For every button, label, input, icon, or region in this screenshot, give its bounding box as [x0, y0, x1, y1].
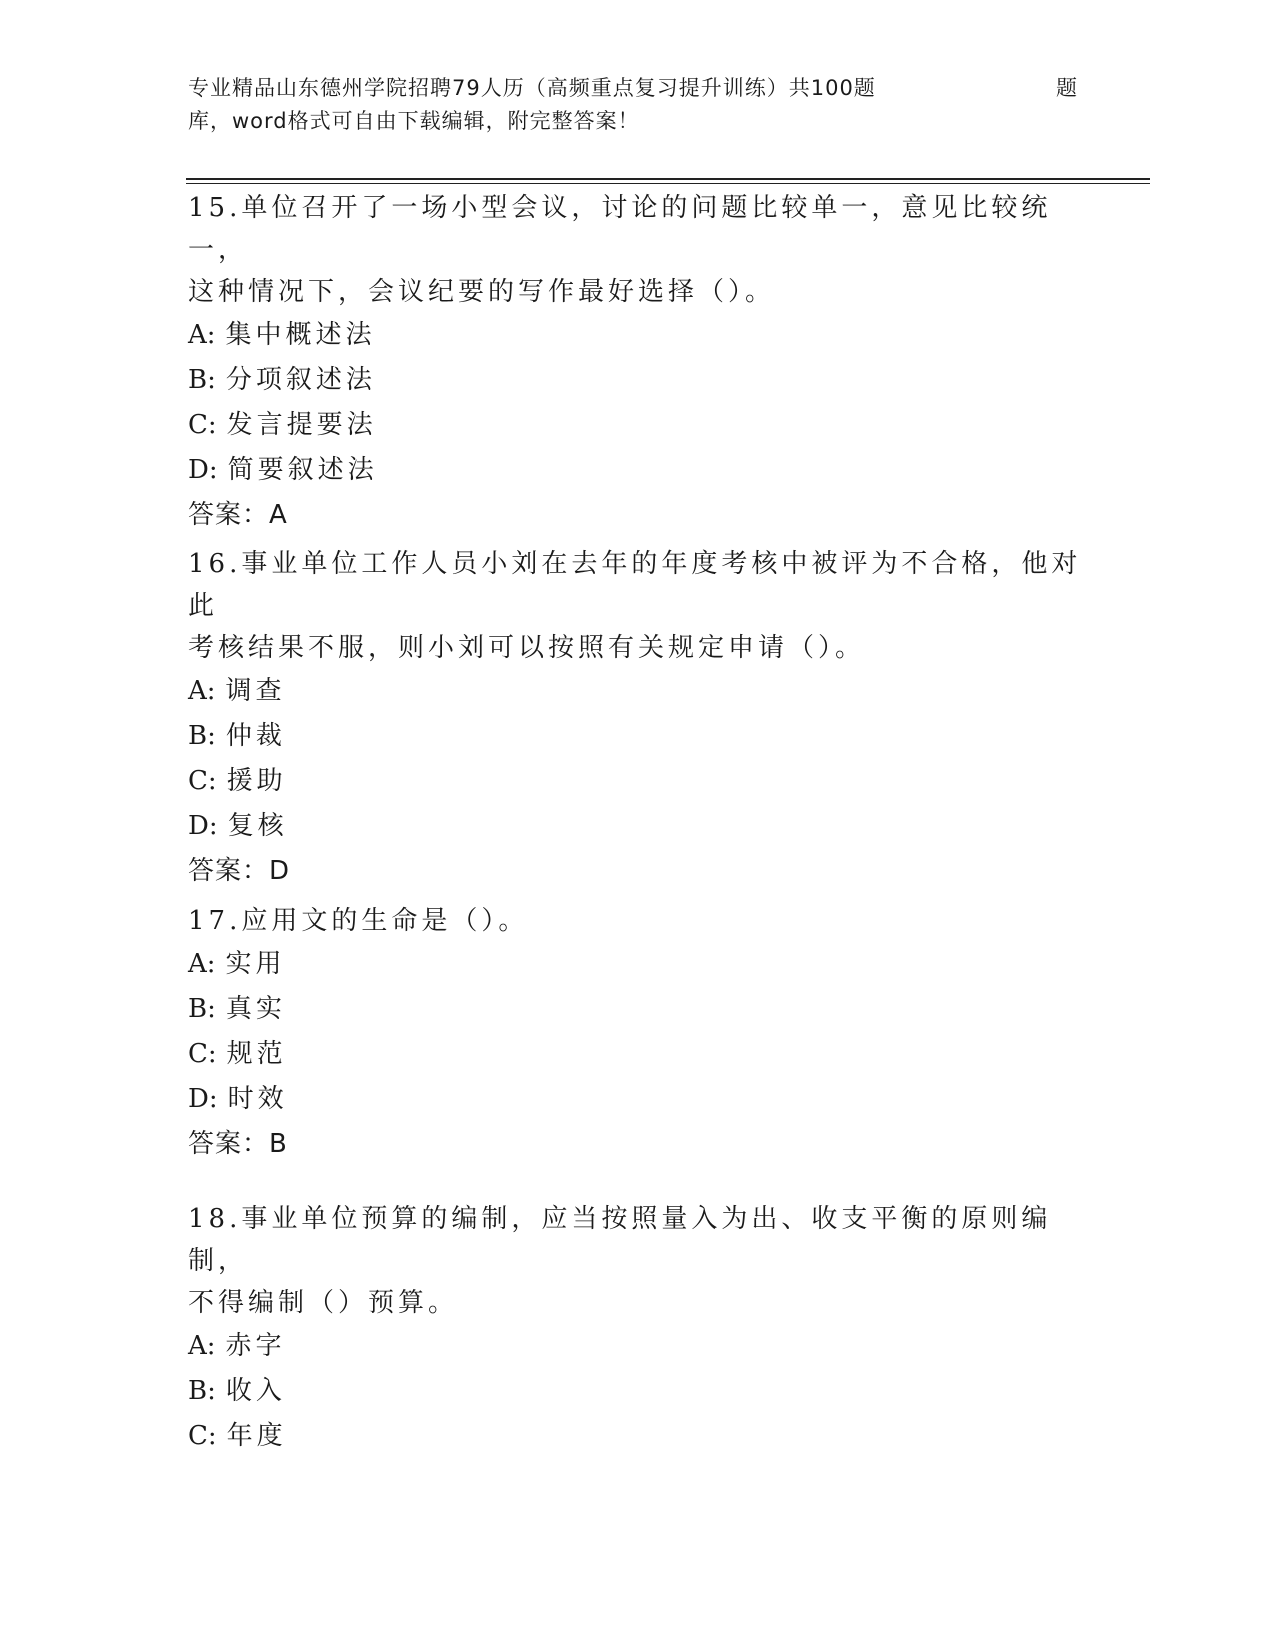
- question-stem-line: 不得编制（）预算。: [188, 1288, 459, 1318]
- header-title: 专业精品山东德州学院招聘79人历（高频重点复习提升训练）共100题: [188, 76, 876, 100]
- option-text: 规范: [226, 1039, 287, 1069]
- option-letter: A:: [188, 676, 216, 706]
- option-b: [188, 1369, 1088, 1414]
- question-stem-line: 16.事业单位工作人员小刘在去年的年度考核中被评为不合格，他对此: [188, 549, 1082, 621]
- option-letter: C:: [188, 410, 217, 440]
- option-text: 时效: [227, 1084, 288, 1114]
- option-text: 集中概述法: [225, 320, 376, 350]
- option-text: 真实: [225, 994, 286, 1024]
- option-b: [188, 987, 1088, 1032]
- option-b: [188, 358, 1088, 403]
- question-stem-line: 18.事业单位预算的编制，应当按照量入为出、收支平衡的原则编制，: [188, 1204, 1052, 1276]
- option-text: 收入: [225, 1376, 286, 1406]
- option-c: [188, 1032, 1088, 1077]
- option-letter: B:: [188, 721, 216, 751]
- option-letter: B:: [188, 365, 216, 395]
- option-letter: D:: [188, 455, 218, 485]
- option-a: [188, 1324, 1088, 1369]
- question-stem-line: 考核结果不服，则小刘可以按照有关规定申请（）。: [188, 633, 866, 663]
- option-text: 援助: [226, 766, 287, 796]
- option-d: [188, 804, 1088, 849]
- option-letter: A:: [188, 1331, 216, 1361]
- option-letter: D:: [188, 1084, 218, 1114]
- option-text: 年度: [226, 1421, 287, 1451]
- answer-line: 答案：B: [188, 1129, 288, 1159]
- option-a: [188, 313, 1088, 358]
- option-letter: C:: [188, 1039, 217, 1069]
- option-text: 发言提要法: [226, 410, 377, 440]
- answer-line: 答案：D: [188, 856, 291, 886]
- option-letter: C:: [188, 766, 217, 796]
- option-text: 仲裁: [225, 721, 286, 751]
- option-letter: D:: [188, 811, 218, 841]
- option-text: 调查: [225, 676, 286, 706]
- question-15: [188, 187, 1088, 538]
- option-text: 赤字: [225, 1331, 286, 1361]
- option-text: 复核: [227, 811, 288, 841]
- question-stem-line: 这种情况下，会议纪要的写作最好选择（）。: [188, 277, 776, 307]
- question-17: [188, 900, 1088, 1167]
- option-text: 简要叙述法: [227, 455, 378, 485]
- option-c: [188, 759, 1088, 804]
- option-letter: C:: [188, 1421, 217, 1451]
- option-letter: A:: [188, 949, 216, 979]
- question-stem-line: 15.单位召开了一场小型会议，讨论的问题比较单一，意见比较统一，: [188, 193, 1052, 265]
- option-text: 实用: [225, 949, 286, 979]
- question-stem-line: 17.应用文的生命是（）。: [188, 906, 529, 936]
- header-divider-thin: [186, 183, 1150, 184]
- option-d: [188, 448, 1088, 493]
- option-a: [188, 669, 1088, 714]
- header-divider-thick: [186, 178, 1150, 180]
- question-16: [188, 543, 1088, 894]
- option-text: 分项叙述法: [225, 365, 376, 395]
- option-c: [188, 1414, 1088, 1459]
- option-letter: B:: [188, 1376, 216, 1406]
- document-header: [188, 72, 1078, 138]
- option-letter: A:: [188, 320, 216, 350]
- option-a: [188, 942, 1088, 987]
- header-line-1: [188, 72, 1078, 105]
- option-letter: B:: [188, 994, 216, 1024]
- header-title-tail: 题: [1056, 76, 1078, 100]
- header-subtitle: 库，word格式可自由下载编辑，附完整答案！: [188, 109, 640, 133]
- question-18: [188, 1198, 1088, 1459]
- option-d: [188, 1077, 1088, 1122]
- answer-line: 答案：A: [188, 500, 288, 530]
- option-b: [188, 714, 1088, 759]
- option-c: [188, 403, 1088, 448]
- header-line-2: [188, 105, 1078, 138]
